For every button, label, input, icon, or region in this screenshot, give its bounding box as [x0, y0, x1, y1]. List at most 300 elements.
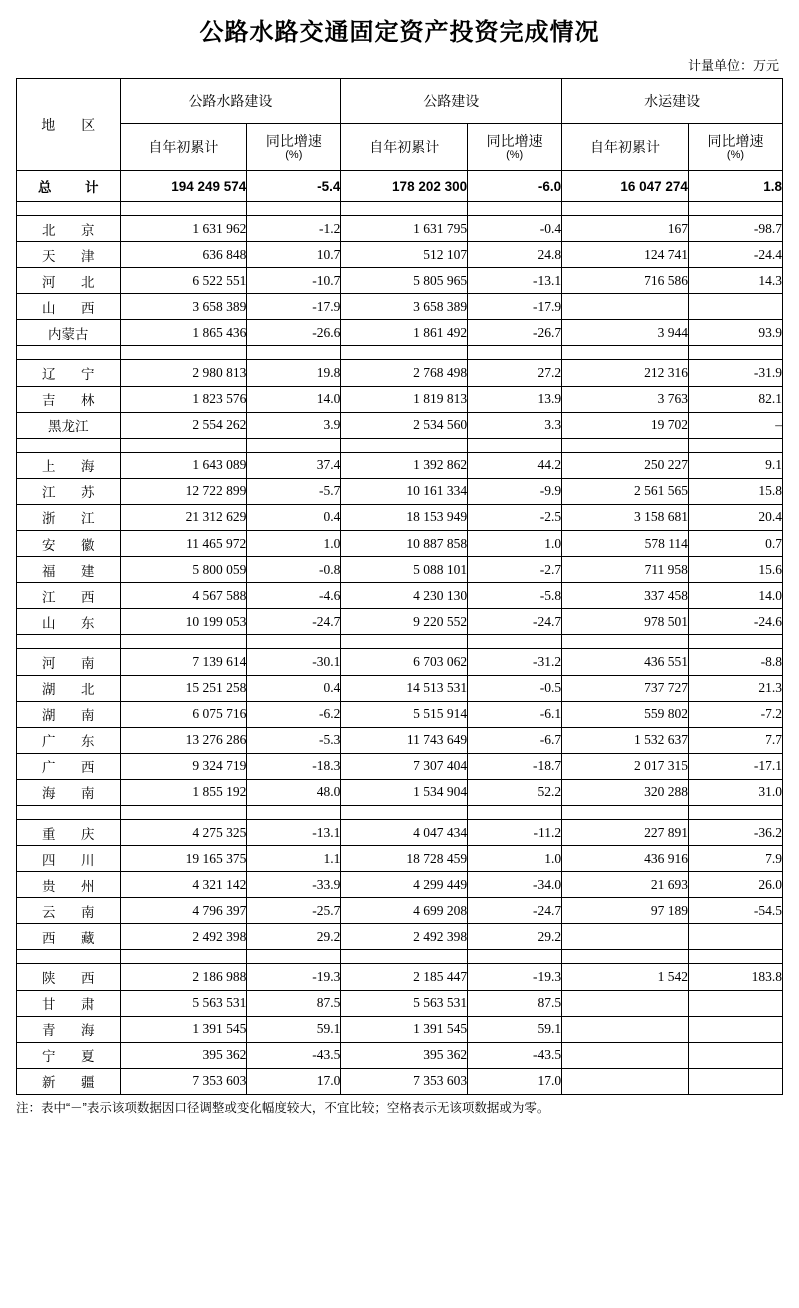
row-cumulative-value: 4 275 325 — [120, 819, 247, 845]
row-cumulative-value: 711 958 — [562, 557, 689, 583]
spacer-cell — [688, 635, 782, 649]
row-region-label: 安 徽 — [17, 531, 121, 557]
row-growth-value: 29.2 — [247, 924, 341, 950]
row-growth-value: 7.9 — [688, 846, 782, 872]
row-region-label: 贵 州 — [17, 872, 121, 898]
row-cumulative-value: 10 161 334 — [341, 478, 468, 504]
row-growth-value: 7.7 — [688, 727, 782, 753]
row-spacer — [17, 202, 783, 216]
row-cumulative-value: 337 458 — [562, 583, 689, 609]
table-header — [17, 79, 783, 171]
row-growth-value: 27.2 — [468, 360, 562, 386]
row-growth-value — [688, 924, 782, 950]
row-region-label: 江 西 — [17, 583, 121, 609]
header-sub-cumulative-1: 自年初累计 — [120, 124, 247, 171]
row-cumulative-value: 15 251 258 — [120, 675, 247, 701]
row-growth-value: -18.7 — [468, 753, 562, 779]
row-growth-value: 1.0 — [468, 531, 562, 557]
table-row — [17, 1016, 783, 1042]
row-region-label: 湖 北 — [17, 675, 121, 701]
row-cumulative-value: 7 139 614 — [120, 649, 247, 675]
row-growth-value — [688, 1016, 782, 1042]
row-growth-value: 87.5 — [247, 990, 341, 1016]
table-row — [17, 701, 783, 727]
row-cumulative-value: 2 185 447 — [341, 964, 468, 990]
row-growth-value: -43.5 — [247, 1042, 341, 1068]
spacer-cell — [688, 438, 782, 452]
page-title: 公路水路交通固定资产投资完成情况 — [199, 19, 600, 46]
row-region-label: 河 南 — [17, 649, 121, 675]
spacer-cell — [468, 805, 562, 819]
row-cumulative-value: 1 823 576 — [120, 386, 247, 412]
table-row — [17, 819, 783, 845]
row-growth-value: -34.0 — [468, 872, 562, 898]
row-growth-value: 48.0 — [247, 779, 341, 805]
row-cumulative-value: 2 980 813 — [120, 360, 247, 386]
row-cumulative-value: 737 727 — [562, 675, 689, 701]
row-growth-value: -13.1 — [468, 268, 562, 294]
spacer-cell — [17, 805, 121, 819]
row-cumulative-value: 436 916 — [562, 846, 689, 872]
row-cumulative-value: 716 586 — [562, 268, 689, 294]
spacer-cell — [120, 950, 247, 964]
header-sub-growth-label-2: 同比增速 — [486, 132, 543, 149]
table-row — [17, 1068, 783, 1094]
header-sub-growth-3 — [688, 124, 782, 171]
spacer-cell — [17, 438, 121, 452]
row-cumulative-value: 250 227 — [562, 452, 689, 478]
spacer-cell — [341, 202, 468, 216]
row-growth-value: -18.3 — [247, 753, 341, 779]
spacer-cell — [562, 950, 689, 964]
row-growth-value: -5.8 — [468, 583, 562, 609]
row-growth-value: -43.5 — [468, 1042, 562, 1068]
table-row — [17, 609, 783, 635]
spacer-cell — [688, 202, 782, 216]
row-cumulative-value: 2 492 398 — [120, 924, 247, 950]
spacer-cell — [341, 438, 468, 452]
row-cumulative-value: 3 658 389 — [341, 294, 468, 320]
row-region-label: 山 东 — [17, 609, 121, 635]
unit-note: 计量单位：万元 — [687, 58, 779, 73]
row-growth-value: 1.8 — [688, 171, 782, 202]
spacer-cell — [120, 635, 247, 649]
spacer-cell — [341, 635, 468, 649]
row-cumulative-value: 97 189 — [562, 898, 689, 924]
row-region-label: 辽 宁 — [17, 360, 121, 386]
row-growth-value: 17.0 — [247, 1068, 341, 1094]
row-growth-value: -24.4 — [688, 242, 782, 268]
table-row — [17, 268, 783, 294]
row-cumulative-value: 7 353 603 — [120, 1068, 247, 1094]
spacer-cell — [562, 346, 689, 360]
row-cumulative-value: 4 321 142 — [120, 872, 247, 898]
row-region-label: 天 津 — [17, 242, 121, 268]
row-growth-value: 1.0 — [468, 846, 562, 872]
row-growth-value: -6.0 — [468, 171, 562, 202]
spacer-cell — [17, 635, 121, 649]
spacer-cell — [120, 346, 247, 360]
spacer-cell — [468, 346, 562, 360]
header-sub-growth-label-1: 同比增速 — [265, 132, 322, 149]
table-row — [17, 386, 783, 412]
spacer-cell — [247, 438, 341, 452]
row-growth-value: 26.0 — [688, 872, 782, 898]
row-growth-value: -17.9 — [468, 294, 562, 320]
table-body — [17, 171, 783, 1095]
row-region-label: 新 疆 — [17, 1068, 121, 1094]
row-growth-value: 1.1 — [247, 846, 341, 872]
spacer-cell — [688, 950, 782, 964]
row-growth-value: 59.1 — [247, 1016, 341, 1042]
row-growth-value: 13.9 — [468, 386, 562, 412]
row-cumulative-value: 1 861 492 — [341, 320, 468, 346]
row-cumulative-value: 194 249 574 — [120, 171, 247, 202]
row-cumulative-value: 2 768 498 — [341, 360, 468, 386]
row-growth-value: -17.1 — [688, 753, 782, 779]
header-sub-cumulative-2: 自年初累计 — [341, 124, 468, 171]
row-growth-value: 0.7 — [688, 531, 782, 557]
row-cumulative-value: 2 554 262 — [120, 412, 247, 438]
row-spacer — [17, 438, 783, 452]
row-growth-value — [688, 1042, 782, 1068]
header-sub-growth-unit-2: (%) — [506, 148, 524, 161]
row-cumulative-value: 21 693 — [562, 872, 689, 898]
row-growth-value: -7.2 — [688, 701, 782, 727]
row-growth-value: 3.9 — [247, 412, 341, 438]
row-cumulative-value: 1 631 962 — [120, 216, 247, 242]
row-cumulative-value: 1 532 637 — [562, 727, 689, 753]
row-growth-value: -98.7 — [688, 216, 782, 242]
row-growth-value: 1.0 — [247, 531, 341, 557]
row-cumulative-value: 10 887 858 — [341, 531, 468, 557]
row-growth-value: 20.4 — [688, 504, 782, 530]
row-growth-value: -17.9 — [247, 294, 341, 320]
row-cumulative-value — [562, 1068, 689, 1094]
row-growth-value: -25.7 — [247, 898, 341, 924]
row-cumulative-value: 5 563 531 — [341, 990, 468, 1016]
row-cumulative-value: 1 391 545 — [341, 1016, 468, 1042]
row-growth-value: 10.7 — [247, 242, 341, 268]
row-cumulative-value: 2 017 315 — [562, 753, 689, 779]
row-cumulative-value: 7 353 603 — [341, 1068, 468, 1094]
row-cumulative-value: 5 805 965 — [341, 268, 468, 294]
table-row — [17, 320, 783, 346]
row-growth-value: -36.2 — [688, 819, 782, 845]
row-growth-value: -6.2 — [247, 701, 341, 727]
row-cumulative-value: 4 299 449 — [341, 872, 468, 898]
row-cumulative-value: 3 658 389 — [120, 294, 247, 320]
row-cumulative-value: 1 391 545 — [120, 1016, 247, 1042]
row-growth-value: -26.6 — [247, 320, 341, 346]
spacer-cell — [468, 438, 562, 452]
row-growth-value: 59.1 — [468, 1016, 562, 1042]
row-cumulative-value: 2 186 988 — [120, 964, 247, 990]
investment-table — [16, 78, 783, 1095]
row-growth-value: 0.4 — [247, 504, 341, 530]
row-growth-value: 17.0 — [468, 1068, 562, 1094]
row-region-label: 广 西 — [17, 753, 121, 779]
row-cumulative-value: 5 800 059 — [120, 557, 247, 583]
row-cumulative-value: 436 551 — [562, 649, 689, 675]
row-growth-value: 24.8 — [468, 242, 562, 268]
spacer-cell — [120, 202, 247, 216]
row-cumulative-value: 12 722 899 — [120, 478, 247, 504]
row-growth-value: 15.6 — [688, 557, 782, 583]
row-cumulative-value: 6 522 551 — [120, 268, 247, 294]
spacer-cell — [562, 438, 689, 452]
row-cumulative-value: 9 324 719 — [120, 753, 247, 779]
row-region-label: 内蒙古 — [17, 320, 121, 346]
row-region-label: 海 南 — [17, 779, 121, 805]
row-growth-value: -19.3 — [247, 964, 341, 990]
table-row — [17, 898, 783, 924]
row-cumulative-value: 19 165 375 — [120, 846, 247, 872]
row-cumulative-value: 3 944 — [562, 320, 689, 346]
row-growth-value: -2.5 — [468, 504, 562, 530]
row-growth-value: -5.7 — [247, 478, 341, 504]
row-growth-value: 52.2 — [468, 779, 562, 805]
row-cumulative-value: 21 312 629 — [120, 504, 247, 530]
row-region-label: 湖 南 — [17, 701, 121, 727]
row-cumulative-value: 19 702 — [562, 412, 689, 438]
spacer-cell — [468, 635, 562, 649]
row-growth-value: 183.8 — [688, 964, 782, 990]
row-region-label: 吉 林 — [17, 386, 121, 412]
header-sub-growth-1 — [247, 124, 341, 171]
row-cumulative-value: 1 631 795 — [341, 216, 468, 242]
row-growth-value: -30.1 — [247, 649, 341, 675]
table-row — [17, 504, 783, 530]
spacer-cell — [247, 346, 341, 360]
row-cumulative-value: 3 763 — [562, 386, 689, 412]
row-growth-value: -0.4 — [468, 216, 562, 242]
spacer-cell — [247, 202, 341, 216]
row-growth-value: -19.3 — [468, 964, 562, 990]
row-growth-value: -13.1 — [247, 819, 341, 845]
header-sub-growth-2 — [468, 124, 562, 171]
row-cumulative-value: 11 465 972 — [120, 531, 247, 557]
table-row — [17, 675, 783, 701]
row-growth-value: 31.0 — [688, 779, 782, 805]
table-row — [17, 557, 783, 583]
row-cumulative-value: 1 542 — [562, 964, 689, 990]
row-cumulative-value — [562, 1016, 689, 1042]
row-growth-value: -4.6 — [247, 583, 341, 609]
row-growth-value: -54.5 — [688, 898, 782, 924]
row-growth-value: 3.3 — [468, 412, 562, 438]
row-cumulative-value — [562, 990, 689, 1016]
header-group-waterway: 水运建设 — [562, 79, 783, 124]
row-growth-value: -33.9 — [247, 872, 341, 898]
row-region-label: 重 庆 — [17, 819, 121, 845]
row-cumulative-value: 124 741 — [562, 242, 689, 268]
row-growth-value: -24.7 — [468, 609, 562, 635]
row-cumulative-value: 4 699 208 — [341, 898, 468, 924]
row-growth-value — [688, 990, 782, 1016]
row-cumulative-value: 4 567 588 — [120, 583, 247, 609]
header-group-highway: 公路建设 — [341, 79, 562, 124]
row-growth-value: -24.7 — [247, 609, 341, 635]
row-growth-value: 44.2 — [468, 452, 562, 478]
row-growth-value: 21.3 — [688, 675, 782, 701]
row-spacer — [17, 635, 783, 649]
row-growth-value: 29.2 — [468, 924, 562, 950]
row-region-label: 四 川 — [17, 846, 121, 872]
row-cumulative-value: 320 288 — [562, 779, 689, 805]
spacer-cell — [562, 635, 689, 649]
header-sub-cumulative-3: 自年初累计 — [562, 124, 689, 171]
row-region-label: 北 京 — [17, 216, 121, 242]
row-growth-value: -2.7 — [468, 557, 562, 583]
row-growth-value: 37.4 — [247, 452, 341, 478]
row-region-label: 上 海 — [17, 452, 121, 478]
table-row — [17, 964, 783, 990]
row-cumulative-value: 227 891 — [562, 819, 689, 845]
row-cumulative-value: 4 047 434 — [341, 819, 468, 845]
table-row — [17, 872, 783, 898]
row-growth-value — [688, 1068, 782, 1094]
row-region-label: 宁 夏 — [17, 1042, 121, 1068]
row-growth-value: 82.1 — [688, 386, 782, 412]
row-cumulative-value: 636 848 — [120, 242, 247, 268]
row-growth-value: -6.1 — [468, 701, 562, 727]
row-spacer — [17, 950, 783, 964]
spacer-cell — [247, 635, 341, 649]
row-growth-value: -24.6 — [688, 609, 782, 635]
spacer-cell — [120, 438, 247, 452]
table-row — [17, 583, 783, 609]
table-row — [17, 360, 783, 386]
spacer-cell — [341, 950, 468, 964]
row-cumulative-value: 7 307 404 — [341, 753, 468, 779]
table-row-total — [17, 171, 783, 202]
row-growth-value: 93.9 — [688, 320, 782, 346]
table-row — [17, 779, 783, 805]
table-row — [17, 753, 783, 779]
spacer-cell — [341, 805, 468, 819]
table-row — [17, 846, 783, 872]
row-region-label: 山 西 — [17, 294, 121, 320]
spacer-cell — [562, 805, 689, 819]
row-growth-value: 14.0 — [247, 386, 341, 412]
row-cumulative-value: 6 703 062 — [341, 649, 468, 675]
row-cumulative-value: 10 199 053 — [120, 609, 247, 635]
spacer-cell — [17, 950, 121, 964]
row-cumulative-value: 9 220 552 — [341, 609, 468, 635]
row-growth-value: -5.4 — [247, 171, 341, 202]
row-growth-value: 14.0 — [688, 583, 782, 609]
table-row — [17, 649, 783, 675]
row-cumulative-value: 512 107 — [341, 242, 468, 268]
row-growth-value: 87.5 — [468, 990, 562, 1016]
row-growth-value: -1.2 — [247, 216, 341, 242]
row-growth-value: -8.8 — [688, 649, 782, 675]
spacer-cell — [468, 202, 562, 216]
row-region-label: 西 藏 — [17, 924, 121, 950]
row-spacer — [17, 805, 783, 819]
row-cumulative-value: 4 230 130 — [341, 583, 468, 609]
row-cumulative-value — [562, 1042, 689, 1068]
row-growth-value: -10.7 — [247, 268, 341, 294]
row-cumulative-value: 395 362 — [341, 1042, 468, 1068]
table-row — [17, 727, 783, 753]
row-growth-value: -5.3 — [247, 727, 341, 753]
row-region-label: 云 南 — [17, 898, 121, 924]
table-row — [17, 924, 783, 950]
row-cumulative-value: 16 047 274 — [562, 171, 689, 202]
row-cumulative-value: 978 501 — [562, 609, 689, 635]
row-region-label: 青 海 — [17, 1016, 121, 1042]
row-region-label: 河 北 — [17, 268, 121, 294]
row-cumulative-value: 1 855 192 — [120, 779, 247, 805]
row-cumulative-value: 2 534 560 — [341, 412, 468, 438]
row-growth-value: 15.8 — [688, 478, 782, 504]
row-growth-value — [688, 294, 782, 320]
row-growth-value: -6.7 — [468, 727, 562, 753]
row-cumulative-value — [562, 294, 689, 320]
table-footnote: 注：表中“－”表示该项数据因口径调整或变化幅度较大，不宜比较；空格表示无该项数据或为零。 — [16, 1100, 550, 1115]
header-group-highway-waterway: 公路水路建设 — [120, 79, 341, 124]
row-cumulative-value: 1 392 862 — [341, 452, 468, 478]
header-region: 地 区 — [17, 79, 121, 171]
row-cumulative-value: 1 643 089 — [120, 452, 247, 478]
table-row — [17, 478, 783, 504]
row-cumulative-value: 1 534 904 — [341, 779, 468, 805]
row-cumulative-value: 3 158 681 — [562, 504, 689, 530]
row-cumulative-value: 18 728 459 — [341, 846, 468, 872]
row-cumulative-value — [562, 924, 689, 950]
table-row — [17, 1042, 783, 1068]
row-cumulative-value: 2 561 565 — [562, 478, 689, 504]
row-cumulative-value: 212 316 — [562, 360, 689, 386]
spacer-cell — [468, 950, 562, 964]
row-cumulative-value: 18 153 949 — [341, 504, 468, 530]
spacer-cell — [247, 805, 341, 819]
row-cumulative-value: 178 202 300 — [341, 171, 468, 202]
spacer-cell — [688, 346, 782, 360]
table-row — [17, 452, 783, 478]
row-region-label: 陕 西 — [17, 964, 121, 990]
row-region-label: 总 计 — [17, 171, 121, 202]
table-row — [17, 294, 783, 320]
row-growth-value: -26.7 — [468, 320, 562, 346]
row-cumulative-value: 1 819 813 — [341, 386, 468, 412]
row-region-label: 江 苏 — [17, 478, 121, 504]
row-cumulative-value: 5 563 531 — [120, 990, 247, 1016]
spacer-cell — [688, 805, 782, 819]
header-sub-growth-unit-1: (%) — [285, 148, 303, 161]
table-row — [17, 412, 783, 438]
row-growth-value: -0.8 — [247, 557, 341, 583]
row-region-label: 甘 肃 — [17, 990, 121, 1016]
table-row — [17, 216, 783, 242]
row-region-label: 浙 江 — [17, 504, 121, 530]
row-growth-value: -31.9 — [688, 360, 782, 386]
row-growth-value: 9.1 — [688, 452, 782, 478]
row-cumulative-value: 11 743 649 — [341, 727, 468, 753]
row-cumulative-value: 395 362 — [120, 1042, 247, 1068]
row-cumulative-value: 14 513 531 — [341, 675, 468, 701]
row-region-label: 福 建 — [17, 557, 121, 583]
spacer-cell — [562, 202, 689, 216]
row-cumulative-value: 5 088 101 — [341, 557, 468, 583]
spacer-cell — [341, 346, 468, 360]
table-row — [17, 242, 783, 268]
row-growth-value: 0.4 — [247, 675, 341, 701]
row-growth-value: -0.5 — [468, 675, 562, 701]
row-cumulative-value: 1 865 436 — [120, 320, 247, 346]
